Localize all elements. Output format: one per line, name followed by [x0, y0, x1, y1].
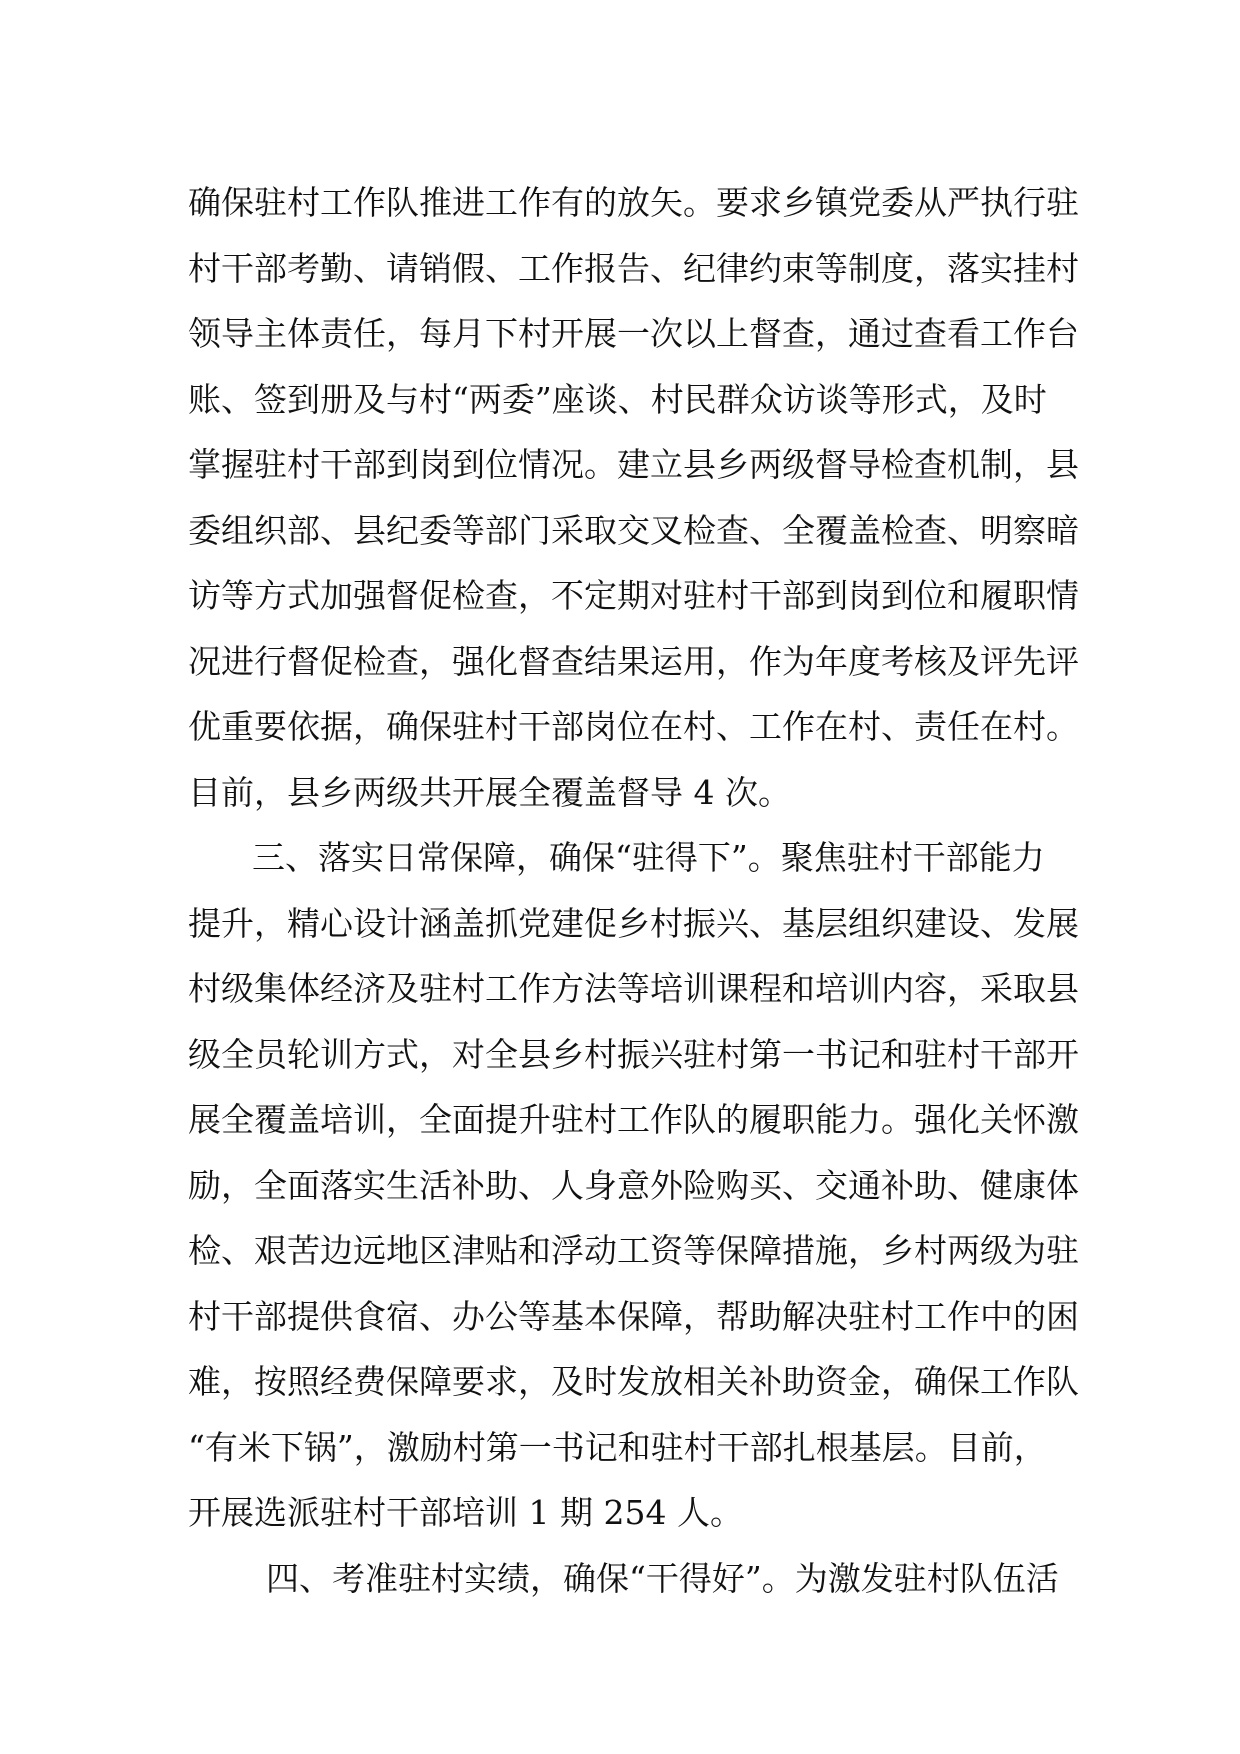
- text-line: 掌握驻村干部到岗到位情况。建立县乡两级督导检查机制，县: [188, 445, 1079, 484]
- text-line: 励，全面落实生活补助、人身意外险购买、交通补助、健康体: [188, 1165, 1079, 1205]
- text-line: 村干部考勤、请销假、工作报告、纪律约束等制度，落实挂村: [188, 248, 1079, 288]
- text-line: 开展选派驻村干部培训 1 期 254 人。: [188, 1493, 743, 1532]
- section-heading-line: 三、落实日常保障，确保“驻得下”。聚焦驻村干部能力: [252, 838, 1045, 877]
- text-line: 展全覆盖培训，全面提升驻村工作队的履职能力。强化关怀激: [188, 1100, 1079, 1139]
- text-line: 领导主体责任，每月下村开展一次以上督查，通过查看工作台: [188, 314, 1079, 353]
- text-line: 提升，精心设计涵盖抓党建促乡村振兴、基层组织建设、发展: [188, 903, 1079, 943]
- text-line: 况进行督促检查，强化督查结果运用，作为年度考核及评先评: [188, 641, 1079, 681]
- section-heading-line: 四、考准驻村实绩，确保“干得好”。为激发驻村队伍活: [266, 1558, 1059, 1598]
- text-line: 目前，县乡两级共开展全覆盖督导 4 次。: [188, 772, 791, 812]
- text-line: 村级集体经济及驻村工作方法等培训课程和培训内容，采取县: [188, 969, 1079, 1008]
- text-line: 优重要依据，确保驻村干部岗位在村、工作在村、责任在村。: [188, 707, 1079, 746]
- text-line: 访等方式加强督促检查，不定期对驻村干部到岗到位和履职情: [188, 576, 1079, 615]
- text-line: 检、艰苦边远地区津贴和浮动工资等保障措施，乡村两级为驻: [188, 1231, 1079, 1270]
- text-line: 账、签到册及与村“两委”座谈、村民群众访谈等形式，及时: [188, 379, 1047, 419]
- text-line: 级全员轮训方式，对全县乡村振兴驻村第一书记和驻村干部开: [188, 1034, 1079, 1074]
- text-line: 确保驻村工作队推进工作有的放矢。要求乡镇党委从严执行驻: [188, 183, 1079, 222]
- text-line: “有米下锅”，激励村第一书记和驻村干部扎根基层。目前，: [188, 1427, 1047, 1467]
- text-line: 委组织部、县纪委等部门采取交叉检查、全覆盖检查、明察暗: [188, 510, 1079, 550]
- document-body: [188, 170, 1079, 1611]
- text-line: 村干部提供食宿、办公等基本保障，帮助解决驻村工作中的困: [188, 1296, 1079, 1336]
- text-line: 难，按照经费保障要求，及时发放相关补助资金，确保工作队: [188, 1362, 1079, 1401]
